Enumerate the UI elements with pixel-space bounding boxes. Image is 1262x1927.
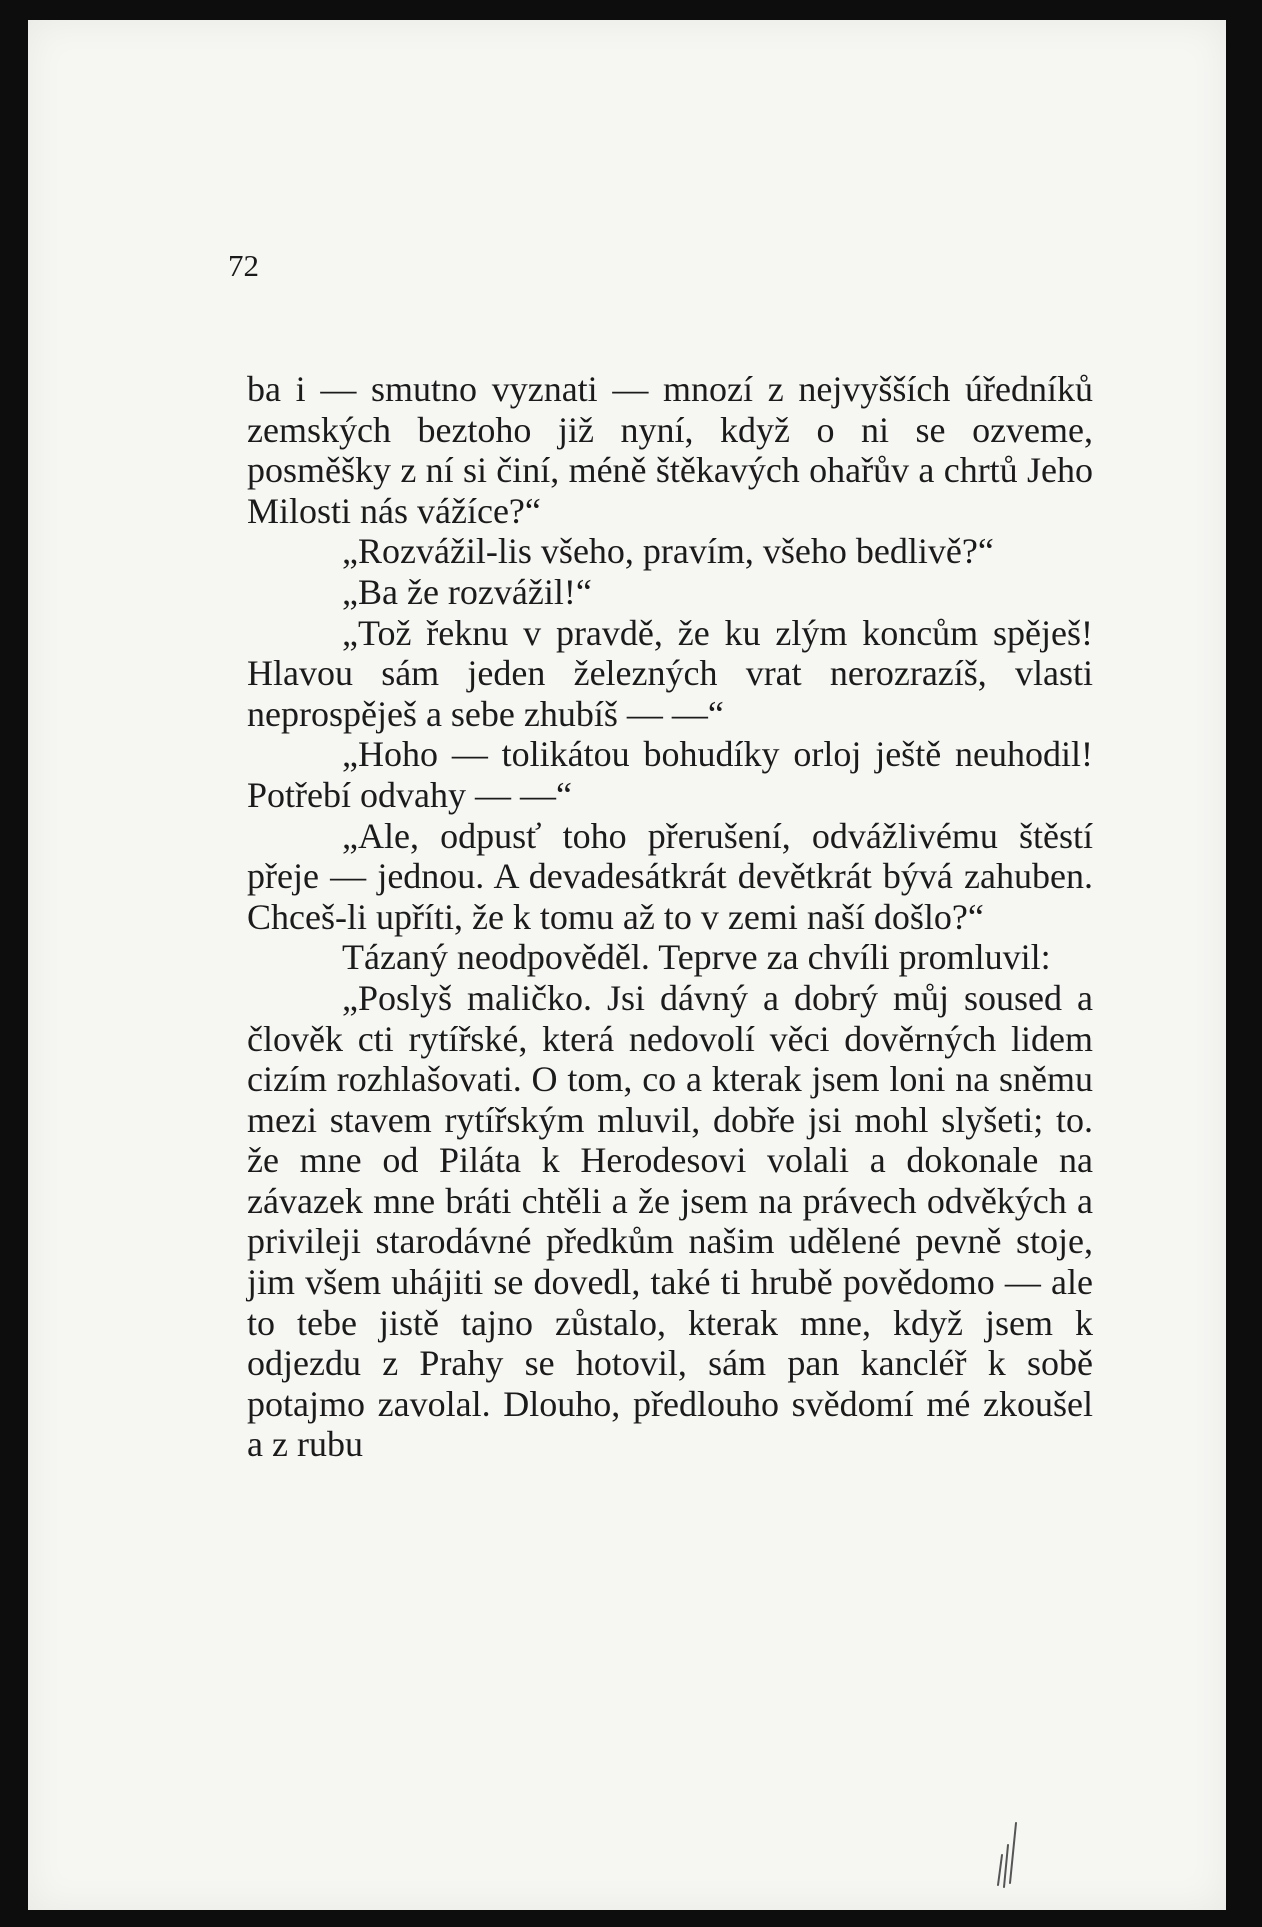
book-page [28, 20, 1226, 1910]
paragraph: „Hoho — tolikátou bohudíky orloj ještě neuhodil! Potřebí odvahy — —“ [247, 734, 1093, 815]
paragraph: „Tož řeknu v pravdě, že ku zlým koncům spěješ! Hlavou sám jeden železných vrat nerozrazíš, vlasti neprospěješ a sebe zhubíš — —“ [247, 612, 1093, 734]
page-number: 72 [228, 248, 259, 283]
paragraph: „Ba že rozvážil!“ [342, 571, 592, 612]
paragraph: „Rozvážil-lis všeho, pravím, všeho bedlivě?“ [342, 531, 994, 572]
paragraph: „Ale, odpusť toho přerušení, odvážlivému štěstí přeje — jednou. A devadesátkrát devětkrát bývá zahuben. Chceš-li upříti, že k tomu až to v zemi naší došlo?“ [247, 815, 1093, 937]
paragraph: ba i — smutno vyznati — mnozí z nejvyšších úředníků zemských beztoho již nyní, když o ni se ozveme, posměšky z ní si činí, méně štěkavých ohařův a chrtů Jeho Milosti nás vážíce?“ [247, 369, 1093, 531]
pencil-mark-icon [968, 1815, 1028, 1895]
body-text [247, 369, 1093, 1465]
paragraph: „Poslyš maličko. Jsi dávný a dobrý můj soused a člověk cti rytířské, která nedovolí věci dověrných lidem cizím rozhlašovati. O tom, co a kterak jsem loni na sněmu mezi stavem rytířským mluvil, dobře jsi mohl slyšeti; to. že mne od Piláta k Herodesovi volali a dokonale na závazek mne bráti chtěli a že jsem na právech odvěkých a privileji starodávné předkům našim udělené pevně stoje, jim všem uhájiti se dovedl, také ti hrubě povědomo — ale to tebe jistě tajno zůstalo, kterak mne, když jsem k odjezdu z Prahy se hotovil, sám pan kancléř k sobě potajmo zavolal. Dlouho, předlouho svědomí mé zkoušel a z rubu [247, 977, 1093, 1465]
paragraph: Tázaný neodpověděl. Teprve za chvíli promluvil: [342, 937, 1051, 978]
